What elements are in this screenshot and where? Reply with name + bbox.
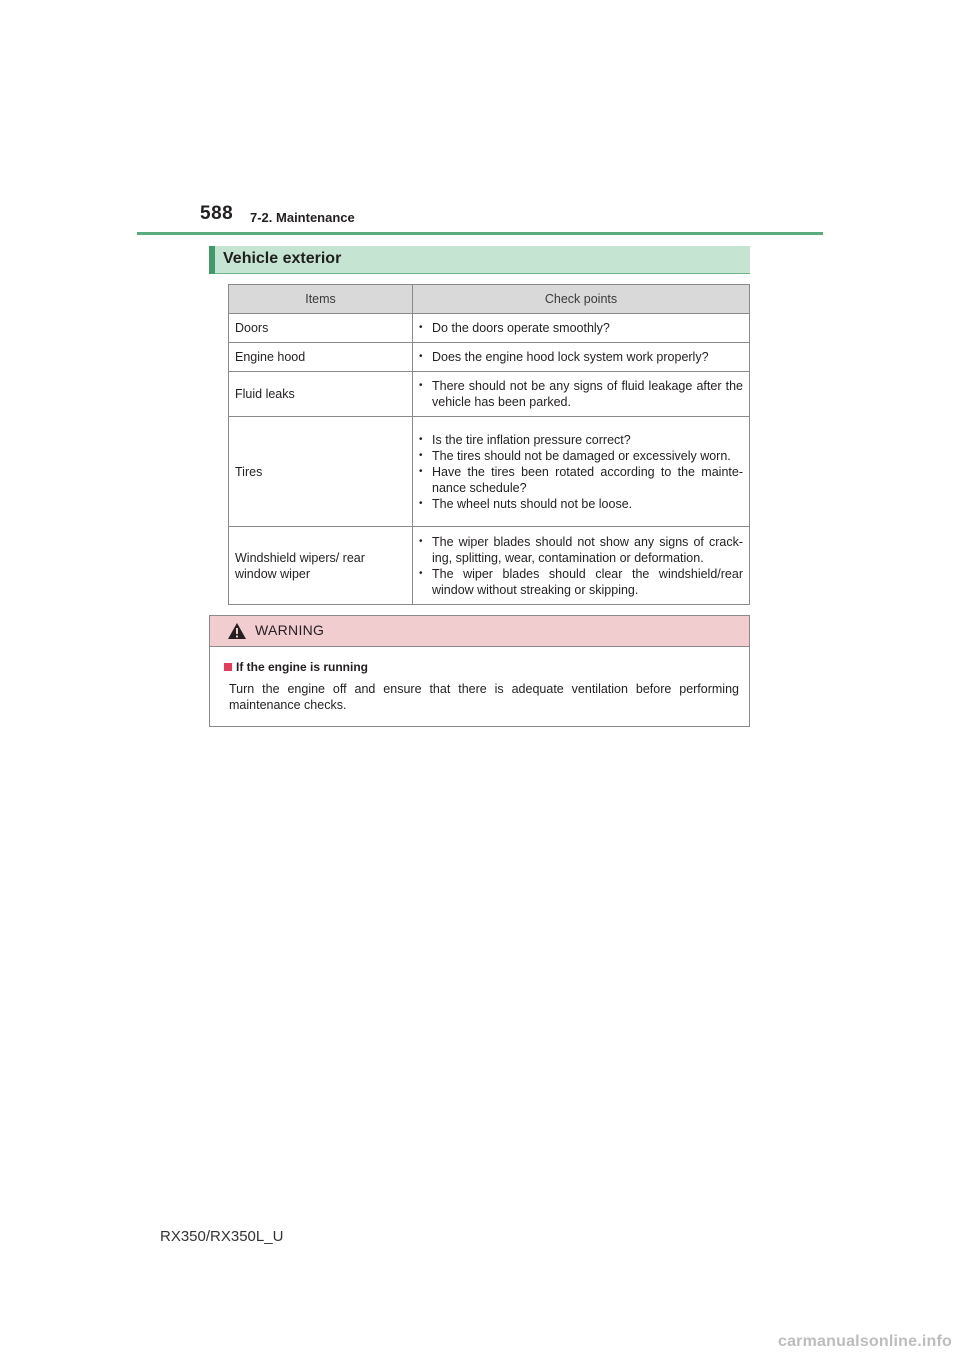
points-cell <box>413 343 750 372</box>
check-point: • Does the engine hood lock system work properly? <box>419 349 743 365</box>
item-cell: Engine hood <box>229 343 413 372</box>
heading-accent-bar <box>209 246 215 274</box>
section-heading-title: Vehicle exterior <box>223 250 342 267</box>
column-header-check-points: Check points <box>413 285 750 314</box>
table-row <box>229 314 750 343</box>
check-point: • Is the tire inflation pressure correct? <box>419 432 743 448</box>
warning-title: WARNING <box>255 622 325 638</box>
points-cell <box>413 372 750 417</box>
section-label: 7-2. Maintenance <box>250 210 355 225</box>
warning-subheading <box>224 659 739 675</box>
table-row <box>229 372 750 417</box>
points-cell <box>413 314 750 343</box>
points-cell <box>413 417 750 527</box>
item-cell: Tires <box>229 417 413 527</box>
check-point: • There should not be any signs of fluid leakage after the vehicle has been parked. <box>419 378 743 410</box>
table-row <box>229 417 750 527</box>
section-heading <box>209 246 750 274</box>
page-number: 588 <box>200 203 234 224</box>
check-point: • Do the doors operate smoothly? <box>419 320 743 336</box>
square-bullet-icon <box>224 663 232 671</box>
item-cell: Fluid leaks <box>229 372 413 417</box>
footer-model: RX350/RX350L_U <box>160 1228 284 1245</box>
warning-box <box>209 615 750 727</box>
table-row <box>229 527 750 605</box>
check-point: • Have the tires been rotated according to the mainte-nance schedule? <box>419 464 743 496</box>
check-point: • The wiper blades should clear the windshield/rear window without streaking or skipping. <box>419 566 743 598</box>
check-table <box>228 284 750 605</box>
item-cell: Doors <box>229 314 413 343</box>
warning-triangle-icon <box>227 622 247 640</box>
column-header-items: Items <box>229 285 413 314</box>
check-point: • The wheel nuts should not be loose. <box>419 496 743 512</box>
item-cell: Windshield wipers/ rear window wiper <box>229 527 413 605</box>
table-row <box>229 343 750 372</box>
check-point: • The tires should not be damaged or excessively worn. <box>419 448 743 464</box>
warning-subheading-text: If the engine is running <box>236 660 368 674</box>
check-point: • The wiper blades should not show any signs of crack-ing, splitting, wear, contamination or deformation. <box>419 534 743 566</box>
warning-text: Turn the engine off and ensure that there is adequate ventilation before performing maintenance checks. <box>229 682 739 712</box>
warning-body <box>210 647 749 713</box>
watermark: carmanualsonline.info <box>777 1333 952 1350</box>
warning-header <box>210 616 749 647</box>
points-cell <box>413 527 750 605</box>
table-header-row <box>229 285 750 314</box>
header-rule <box>137 232 823 235</box>
